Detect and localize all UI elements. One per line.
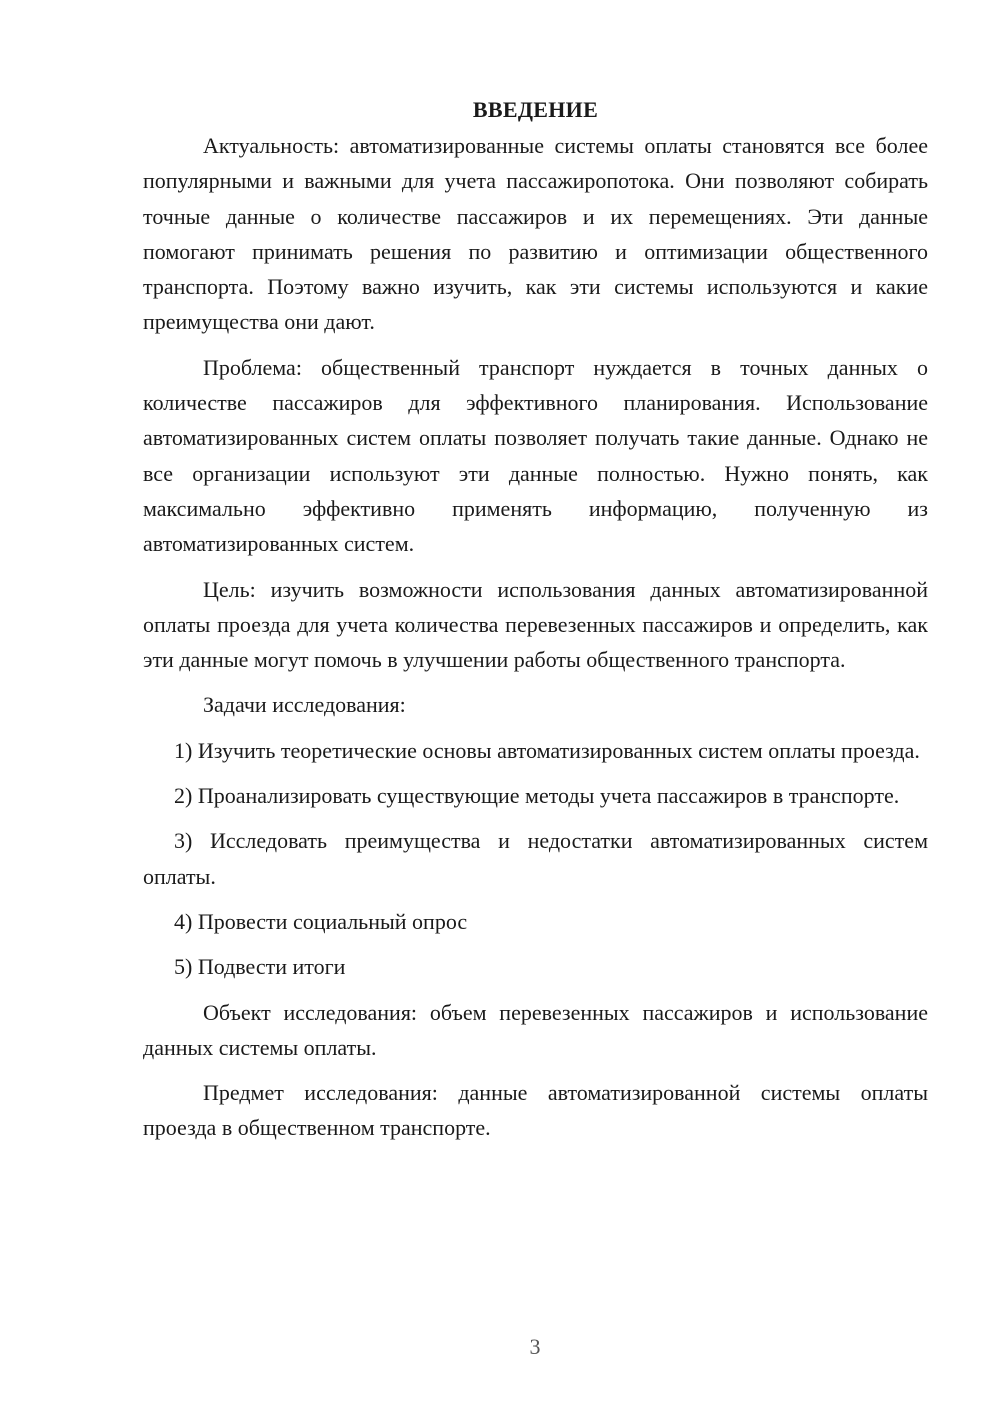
task-item-2: 2) Проанализировать существующие методы учета пассажиров в транспорте. — [174, 783, 900, 809]
page-content — [143, 92, 928, 1156]
page-title: ВВЕДЕНИЕ — [472, 97, 599, 122]
subject-paragraph: Предмет исследования: данные автоматизированной системы оплаты проезда в общественном транспорте. — [143, 1080, 928, 1141]
task-item-3: 3) Исследовать преимущества и недостатки автоматизированных систем оплаты. — [143, 828, 928, 889]
tasks-heading: Задачи исследования: — [203, 692, 406, 718]
relevance-paragraph: Актуальность: автоматизированные системы оплаты становятся все более популярными и важными для учета пассажиропотока. Они позволяют собирать точные данные о количестве пассажиров и их перемещениях. Эти данные помогают принимать решения по развитию и оптимизации общественного транспорта. Поэтому важно изучить, как эти системы используются и какие преимущества они дают. — [143, 133, 928, 335]
task-item-5: 5) Подвести итоги — [174, 954, 346, 980]
object-paragraph: Объект исследования: объем перевезенных пассажиров и использование данных системы оплаты. — [143, 999, 928, 1060]
page-number: 3 — [529, 1334, 541, 1359]
problem-paragraph: Проблема: общественный транспорт нуждается в точных данных о количестве пассажиров для эффективного планирования. Использование автоматизированных систем оплаты позволяет получать такие данные. Однако не все организации используют эти данные полностью. Нужно понять, как максимально эффективно применять информацию, полученную из автоматизированных систем. — [143, 354, 928, 557]
task-item-4: 4) Провести социальный опрос — [174, 908, 468, 934]
task-item-1: 1) Изучить теоретические основы автоматизированных систем оплаты проезда. — [174, 737, 920, 763]
goal-paragraph: Цель: изучить возможности использования данных автоматизированной оплаты проезда для учета количества перевезенных пассажиров и определить, как эти данные могут помочь в улучшении работы общественного транспорта. — [143, 576, 928, 673]
